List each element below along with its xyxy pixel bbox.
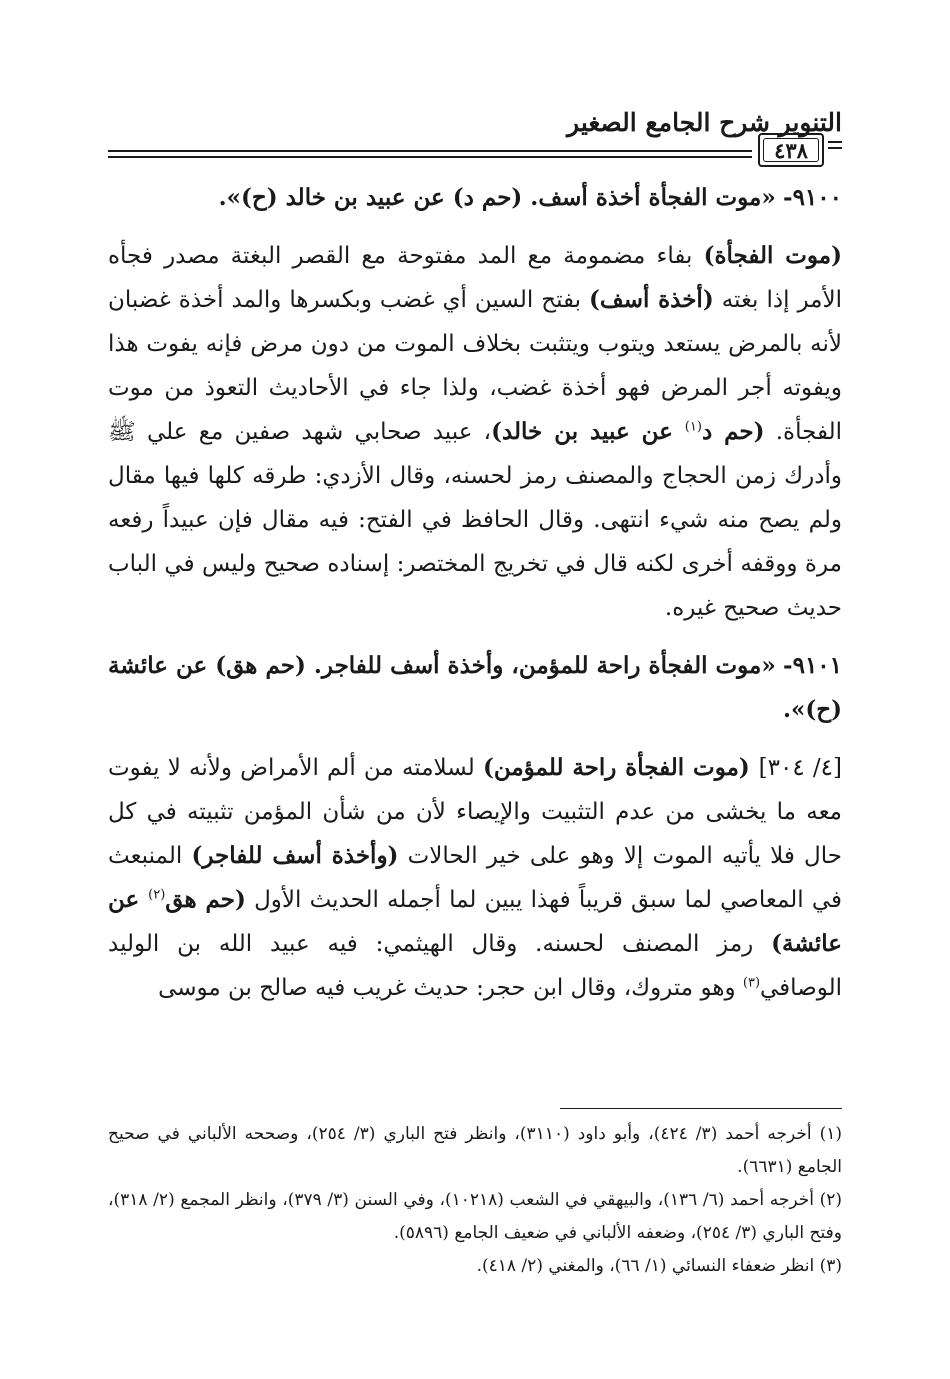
commentary-text: بفتح السين أي غضب وبكسرها والمد أخذة غضبان لأنه بالمرض يستعد ويتوب ويتثبت بخلاف الموت من دون مرض فإنه يفوت هذا ويفوته أجر المرض فهو أخذة غضب، ولذا جاء في الأحاديث التعوذ من موت الفجأة. <box>108 287 842 445</box>
commentary-9101 <box>108 746 842 1010</box>
commentary-text: بفاء مضمومة مع المد مفتوحة مع القصر البغتة مصدر فجأه الأمر إذا بغته <box>108 243 842 313</box>
footnote-separator <box>560 1108 842 1109</box>
footnote-3: (٣) انظر ضعفاء النسائي (١/ ٦٦)، والمغني (٢/ ٤١٨). <box>476 1256 842 1276</box>
running-title: التنوير شرح الجامع الصغير <box>567 108 842 137</box>
commentary-9100 <box>108 234 842 630</box>
lemma: (وأخذة أسف للفاجر) <box>191 842 399 869</box>
lemma: (موت الفجأة راحة للمؤمن) <box>482 754 759 781</box>
lemma: (أخذة أسف) <box>589 286 714 313</box>
main-text <box>108 176 842 1010</box>
lemma: (حم د <box>701 418 765 445</box>
header-edge-mark <box>828 141 842 143</box>
footnote-2: (٢) أخرجه أحمد (٦/ ١٣٦)، والبيهقي في الشعب (١٠٢١٨)، وفي السنن (٣/ ٣٧٩)، وانظر المجمع (٢/ ٣١٨)، وفتح الباري (٣/ ٢٥٤)، وضعفه الألباني في ضعيف الجامع (٥٨٩٦). <box>108 1190 843 1243</box>
hadith-9101 <box>108 644 842 732</box>
hadith-text: «موت الفجأة راحة للمؤمن، وأخذة أسف للفاجر. (حم هق) عن عائشة (ح)». <box>108 652 842 723</box>
hadith-number: ٩١٠١- <box>783 652 843 679</box>
lemma: عن عبيد بن خالد) <box>491 418 685 445</box>
hadith-9100 <box>108 176 842 220</box>
footnote-1: (١) أخرجه أحمد (٣/ ٤٢٤)، وأبو داود (٣١١٠)، وانظر فتح الباري (٣/ ٢٥٤)، وصححه الألباني في صحيح الجامع (٦٦٣١). <box>108 1124 842 1177</box>
hadith-text: «موت الفجأة أخذة أسف. (حم د) عن عبيد بن خالد (ح)». <box>218 184 776 211</box>
commentary-text: ، عبيد صحابي شهد صفين مع علي ﷺ وأدرك زمن الحجاج والمصنف رمز لحسنه، وقال الأزدي: طرقه كلها فيها مقال ولم يصح منه شيء انتهى. وقال الحافظ في الفتح: فيه مقال فإن عبيداً رفعه مرة ووقفه أخرى لكنه قال في تخريج المختصر: إسناده صحيح وليس في الباب حديث صحيح غيره. <box>108 419 842 621</box>
header-double-rule <box>108 150 752 152</box>
page-number: ٤٣٨ <box>758 133 824 167</box>
volume-page-ref: [٤/ ٣٠٤] <box>758 755 842 781</box>
lemma: عن عائشة) <box>108 886 842 957</box>
commentary-text: لسلامته من ألم الأمراض ولأنه لا يفوت معه ما يخشى من عدم التثبيت والإيصاء لأن من شأن المؤمن تثبيته في كل حال فلا يأتيه الموت إلا وهو على خير الحالات <box>108 755 842 869</box>
hadith-number: ٩١٠٠- <box>783 184 842 211</box>
lemma: (حم هق <box>165 886 246 913</box>
commentary-text: رمز المصنف لحسنه. وقال الهيثمي: فيه عبيد الله بن الوليد الوصافي <box>108 931 842 1001</box>
lemma: (موت الفجأة) <box>703 242 842 269</box>
footnote-marker: (١) <box>684 419 702 435</box>
commentary-text: وهو متروك، وقال ابن حجر: حديث غريب فيه صالح بن موسى <box>158 975 743 1001</box>
footnote-marker: (٢) <box>148 887 166 903</box>
commentary-text: المنبعث في المعاصي لما سبق قريباً فهذا يبين لما أجمله الحديث الأول <box>108 843 842 913</box>
footnote-marker: (٣) <box>742 975 761 991</box>
footnotes <box>108 1118 842 1283</box>
